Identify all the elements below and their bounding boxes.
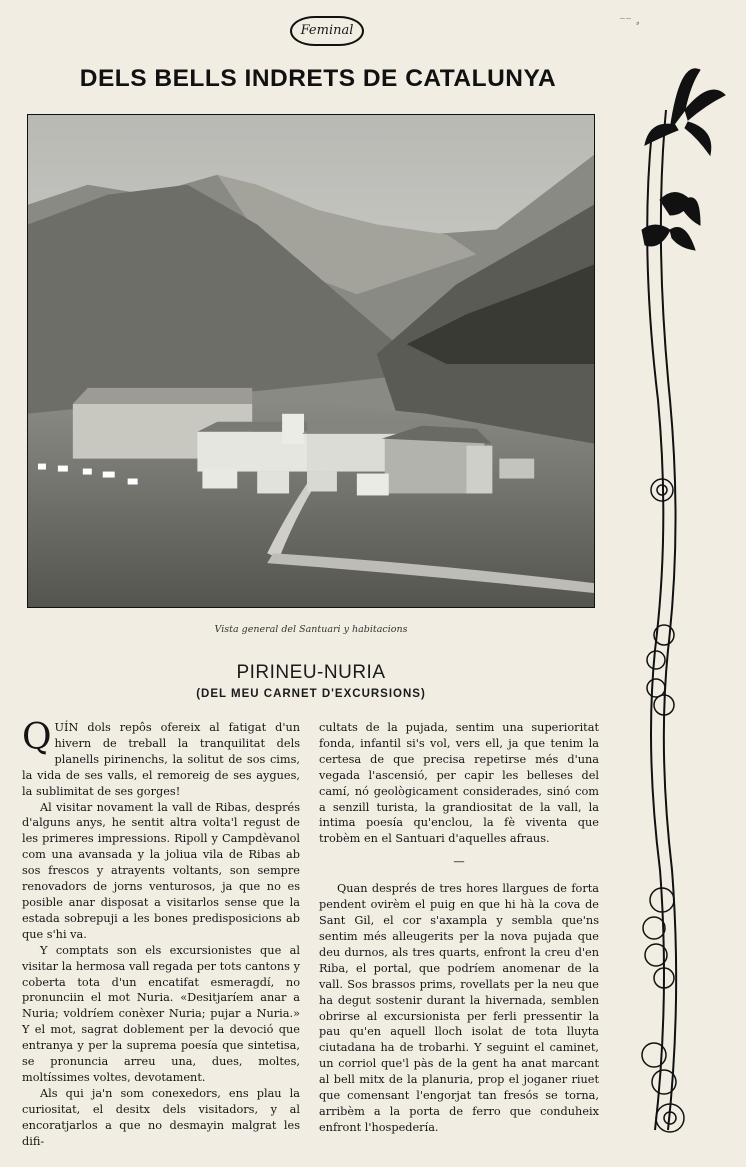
paragraph bbox=[22, 717, 300, 800]
page-title: DELS BELLS INDRETS DE CATALUNYA bbox=[79, 65, 557, 92]
article-title: PIRINEU-NURIA bbox=[236, 662, 386, 683]
paragraph: Al visitar novament la vall de Ribas, després d'alguns anys, he sentit altra volta'l regust de les primeres impressions. Ripoll y Campdèvanol com una avansada y la joliua vila de Ribas ab sos frescos y atrayents voltants, son sempre renovadors de jorns venturosos, ja que no es posible anar disposat a visitarlos sense que la estada sobrepuji a les bones predisposicions ab que s'hi va. bbox=[22, 800, 300, 941]
paragraph: Quan després de tres hores llargues de forta pendent ovirèm el puig en que hi hà la cova de Sant Gil, el cor s'axampla y sembla que'ns sentim més alleugerits per la nova pujada que deu durnos, als tres quarts, enfront la creu d'en Riba, el portal, que podríem anomenar de la vall. Sos brassos prims, rovellats per la neu que ha degut sostenir durant la hivernada, semblen obrirse al excursionista per ferli pressentir la pau qu'en aquell lloch isolat de tota lluyta ciutadana ha de trobarhi. Y seguint el caminet, un corriol que'l pàs de la gent ha anat marcant al bell mitx de la planuria, prop el joganer riuet que comensant l'engorjat tan fresós se torna, arribèm a la porta de ferro que conduheix enfront l'hospedería. bbox=[319, 882, 599, 1134]
paragraph: cultats de la pujada, sentim una superioritat fonda, infantil si's vol, vers ell, ja que tenim la certesa de que precisa repetirse més d'una vegada l'ascensió, per capir les belleses del camí, nó geològicament considerades, sinó com a senzill turista, la grandiositat de la vall, la intima poesía qu'enclou, la fè viventa que trobèm en el Santuari d'aquelles afraus. bbox=[319, 721, 599, 846]
masthead-logo bbox=[290, 16, 364, 46]
text-column-right bbox=[319, 720, 599, 1136]
paragraph-text: UÍN dols repôs ofereix al fatigat d'un hivern de treball la tranquilitat dels planells pirinenchs, la solitut de sos cims, la vida de ses valls, el remoreig de ses aygues, la sublimitat de ses gorges! bbox=[22, 721, 300, 798]
masthead-logo-text: Feminal bbox=[290, 16, 364, 46]
paragraph: Y comptats son els excursionistes que al visitar la hermosa vall regada per tots cantons y coberta tota d'un encatifat esmeragdí, no pronunciin el mot Nuria. «Desitjaríem anar a Nuria; voldríem conèxer Nuria; pujar a Nuria.» Y el mot, sagrat doblement per la devoció que entranya y per la suprema poesía que sintetisa, se pronuncia arreu una, dues, moltes, moltíssimes voltes, devotament. bbox=[22, 943, 300, 1084]
section-divider: — bbox=[453, 855, 465, 869]
text-column-left bbox=[22, 717, 300, 1149]
article-subtitle: (DEL MEU CARNET D'EXCURSIONS) bbox=[196, 688, 426, 700]
drop-cap: Q bbox=[22, 717, 52, 758]
sanctuary-photo bbox=[27, 114, 595, 608]
corner-mark: ‾‾ ⸗ bbox=[620, 18, 641, 29]
floral-border-ornament bbox=[630, 50, 730, 1150]
paragraph: Als qui ja'n som conexedors, ens plau la curiositat, el desitx dels visitadors, y al encoratjarlos a que no desmayin malgrat les difi- bbox=[22, 1086, 300, 1148]
photo-caption: Vista general del Santuari y habitacions bbox=[214, 624, 408, 635]
